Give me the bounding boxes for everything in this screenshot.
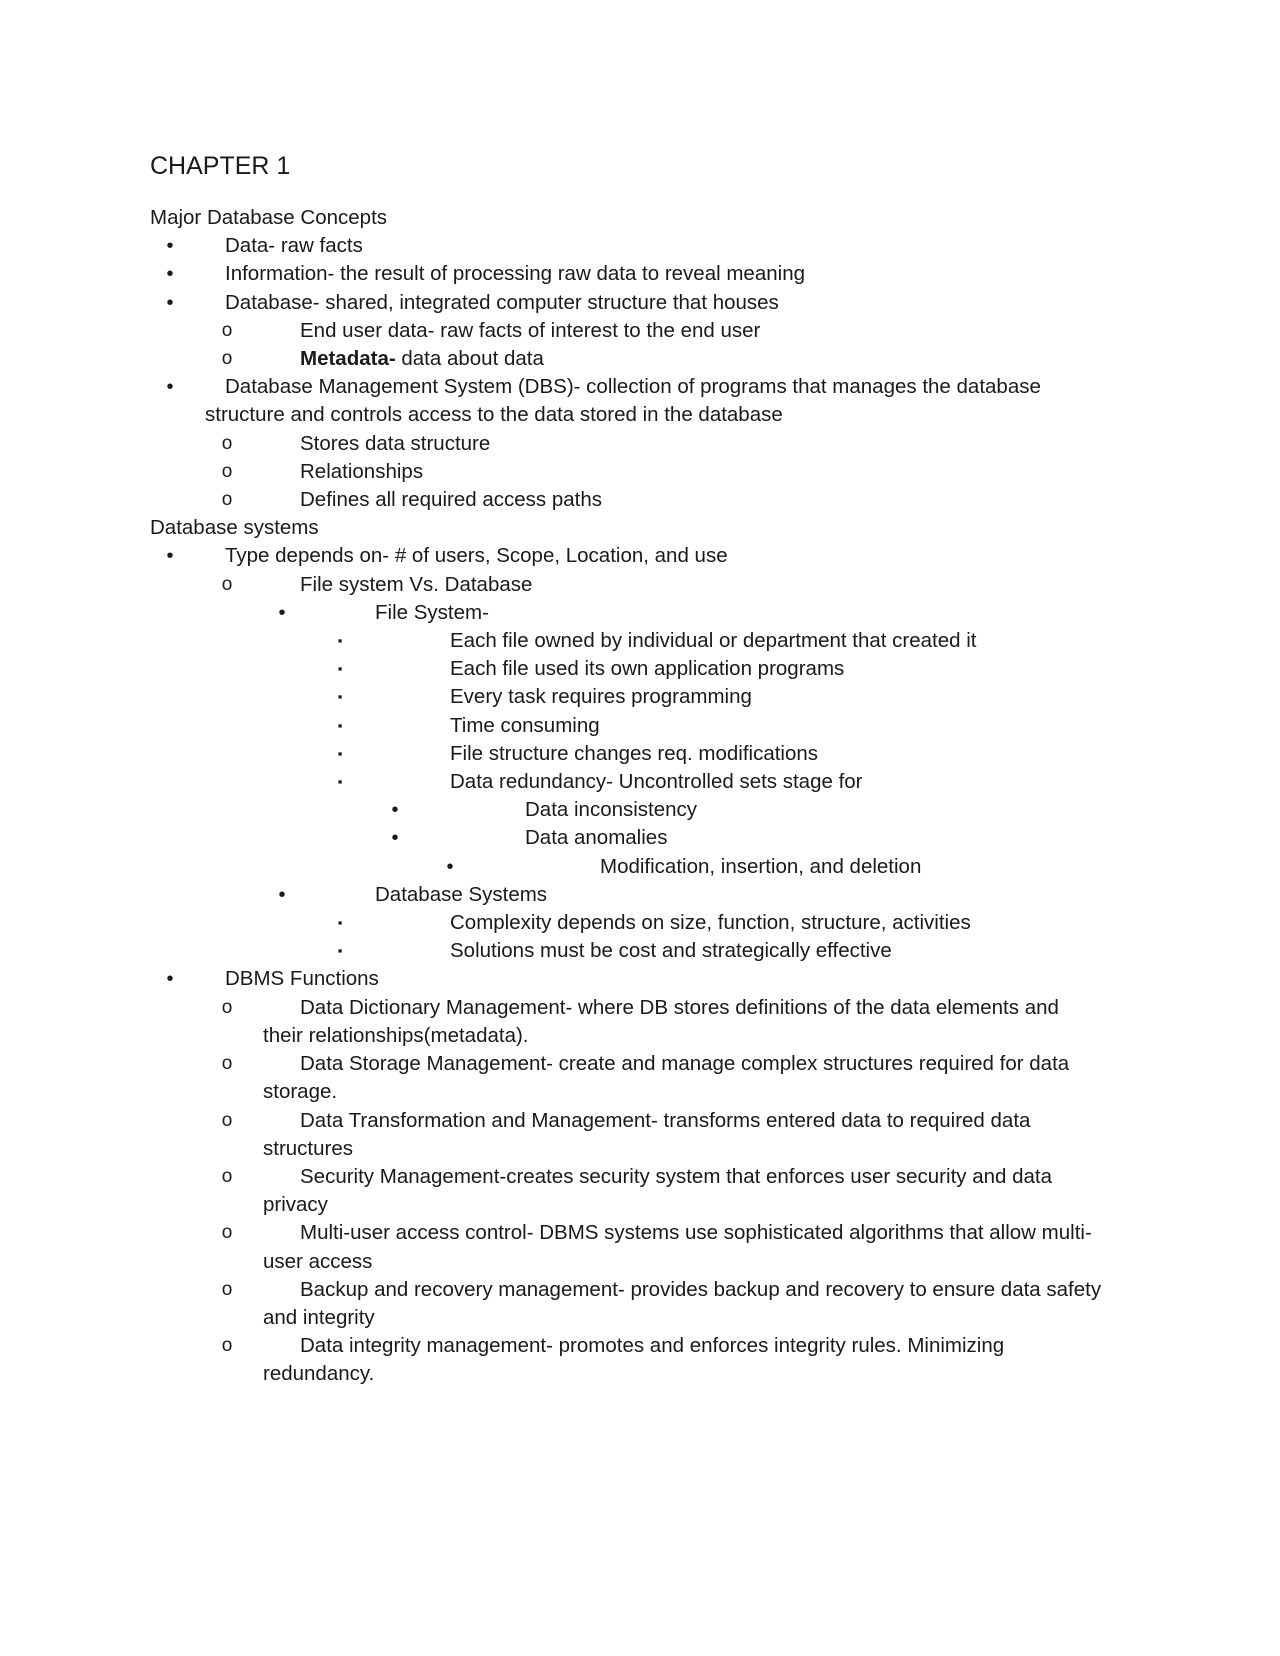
list-item-text: Data integrity management- promotes and enforces integrity rules. Minimizing xyxy=(300,1334,1005,1358)
list-item-text: Multi-user access control- DBMS systems use sophisticated algorithms that allow multi- xyxy=(300,1221,1092,1245)
list-item-text: Backup and recovery management- provides backup and recovery to ensure data safety xyxy=(300,1277,1102,1301)
list-item-text-wrap: structure and controls access to the data stored in the database xyxy=(205,403,783,427)
list-item xyxy=(150,373,1130,429)
list-item-text-wrap: storage. xyxy=(263,1080,338,1104)
list-item xyxy=(150,909,1130,937)
bullet-circle-icon: o xyxy=(221,460,233,482)
list-item-text: Type depends on- # of users, Scope, Location, and use xyxy=(225,544,728,568)
bullet-disc-icon: • xyxy=(166,263,174,286)
bullet-disc-icon: • xyxy=(391,827,399,850)
list-item-text-wrap: and integrity xyxy=(263,1305,375,1329)
bullet-circle-icon: o xyxy=(221,432,233,454)
list-item-text: Database Management System (DBS)- collection of programs that manages the database xyxy=(225,375,1041,399)
list-item xyxy=(150,937,1130,965)
list-item-text: DBMS Functions xyxy=(225,967,379,991)
metadata-definition: data about data xyxy=(395,347,544,371)
bullet-disc-icon: • xyxy=(446,855,454,878)
list-item xyxy=(150,571,1130,599)
bullet-circle-icon: o xyxy=(221,1165,233,1187)
list-item-text: File System- xyxy=(375,600,489,624)
list-item xyxy=(150,430,1130,458)
list-item-text-wrap: privacy xyxy=(263,1193,328,1217)
list-item xyxy=(150,768,1130,796)
bullet-disc-icon: • xyxy=(278,883,286,906)
list-item xyxy=(150,1276,1130,1332)
list-item-text-wrap: structures xyxy=(263,1136,353,1160)
bullet-square-icon: ▪ xyxy=(337,633,343,649)
list-item-text: File system Vs. Database xyxy=(300,572,533,596)
chapter-title: CHAPTER 1 xyxy=(150,152,291,180)
list-item-text: File structure changes req. modifications xyxy=(450,741,819,765)
list-item xyxy=(150,627,1130,655)
bullet-circle-icon: o xyxy=(221,1053,233,1075)
list-item-text: Data Storage Management- create and manage complex structures required for data xyxy=(300,1052,1070,1076)
bullet-circle-icon: o xyxy=(221,573,233,595)
list-item-text: Data redundancy- Uncontrolled sets stage for xyxy=(450,770,863,794)
list-item-text-wrap: redundancy. xyxy=(263,1362,375,1386)
list-item xyxy=(150,655,1130,683)
bullet-square-icon: ▪ xyxy=(337,943,343,959)
list-item-text: Defines all required access paths xyxy=(300,488,602,512)
list-item xyxy=(150,260,1130,288)
list-item xyxy=(150,458,1130,486)
bullet-circle-icon: o xyxy=(221,1222,233,1244)
list-item-text: Information- the result of processing raw data to reveal meaning xyxy=(225,262,805,286)
list-item-text: Every task requires programming xyxy=(450,685,752,709)
list-item xyxy=(150,740,1130,768)
list-item-text: Security Management-creates security system that enforces user security and data xyxy=(300,1164,1053,1188)
bullet-disc-icon: • xyxy=(278,601,286,624)
list-item xyxy=(150,1332,1130,1388)
list-item xyxy=(150,683,1130,711)
list-item-text: Data Dictionary Management- where DB stores definitions of the data elements and xyxy=(300,995,1059,1019)
bullet-circle-icon: o xyxy=(221,1335,233,1357)
list-item xyxy=(150,824,1130,852)
bullet-disc-icon: • xyxy=(166,376,174,399)
list-item xyxy=(150,881,1130,909)
metadata-term: Metadata- xyxy=(300,347,396,371)
bullet-disc-icon: • xyxy=(166,235,174,258)
list-item-text: Data inconsistency xyxy=(525,798,698,822)
list-item xyxy=(150,1050,1130,1106)
list-item xyxy=(150,289,1130,317)
list-item-text: Data- raw facts xyxy=(225,234,363,258)
bullet-disc-icon: • xyxy=(166,291,174,314)
bullet-circle-icon: o xyxy=(221,1109,233,1131)
bullet-circle-icon: o xyxy=(221,996,233,1018)
list-item xyxy=(150,232,1130,260)
bullet-disc-icon: • xyxy=(166,968,174,991)
list-item xyxy=(150,486,1130,514)
list-item xyxy=(150,317,1130,345)
bullet-square-icon: ▪ xyxy=(337,717,343,733)
bullet-square-icon: ▪ xyxy=(337,745,343,761)
list-item-text: Time consuming xyxy=(450,713,600,737)
section-heading-major-concepts: Major Database Concepts xyxy=(150,206,388,229)
bullet-disc-icon: • xyxy=(391,799,399,822)
list-item-text-wrap: user access xyxy=(263,1249,373,1273)
list-item xyxy=(150,542,1130,570)
section-heading-database-systems: Database systems xyxy=(150,516,319,540)
list-item-text: Solutions must be cost and strategically effective xyxy=(450,939,892,963)
bullet-circle-icon: o xyxy=(221,1278,233,1300)
bullet-square-icon: ▪ xyxy=(337,915,343,931)
document-page xyxy=(150,150,1130,1389)
list-item-text: Data Transformation and Management- transforms entered data to required data xyxy=(300,1108,1031,1132)
bullet-circle-icon: o xyxy=(221,348,233,370)
list-item-text: Each file used its own application programs xyxy=(450,657,845,681)
list-item xyxy=(150,994,1130,1050)
bullet-square-icon: ▪ xyxy=(337,774,343,790)
list-item-text: Stores data structure xyxy=(300,431,491,455)
list-item-text: Complexity depends on size, function, structure, activities xyxy=(450,911,971,935)
list-item-text: Database Systems xyxy=(375,882,548,906)
list-item xyxy=(150,599,1130,627)
bullet-disc-icon: • xyxy=(166,545,174,568)
list-item-text: Modification, insertion, and deletion xyxy=(600,854,922,878)
bullet-square-icon: ▪ xyxy=(337,689,343,705)
list-item xyxy=(150,853,1130,881)
list-item-text: Data anomalies xyxy=(525,826,668,850)
list-item xyxy=(150,796,1130,824)
list-item-text: Each file owned by individual or department that created it xyxy=(450,629,977,653)
list-item xyxy=(150,1219,1130,1275)
list-item-text: Relationships xyxy=(300,459,424,483)
list-item-text: Database- shared, integrated computer structure that houses xyxy=(225,290,779,314)
bullet-square-icon: ▪ xyxy=(337,661,343,677)
list-item-text-wrap: their relationships(metadata). xyxy=(263,1023,529,1047)
list-item xyxy=(150,345,1130,373)
bullet-circle-icon: o xyxy=(221,489,233,511)
list-item-text: End user data- raw facts of interest to the end user xyxy=(300,318,761,342)
list-item xyxy=(150,1163,1130,1219)
list-item xyxy=(150,965,1130,993)
list-item xyxy=(150,1107,1130,1163)
bullet-circle-icon: o xyxy=(221,319,233,341)
list-item xyxy=(150,712,1130,740)
